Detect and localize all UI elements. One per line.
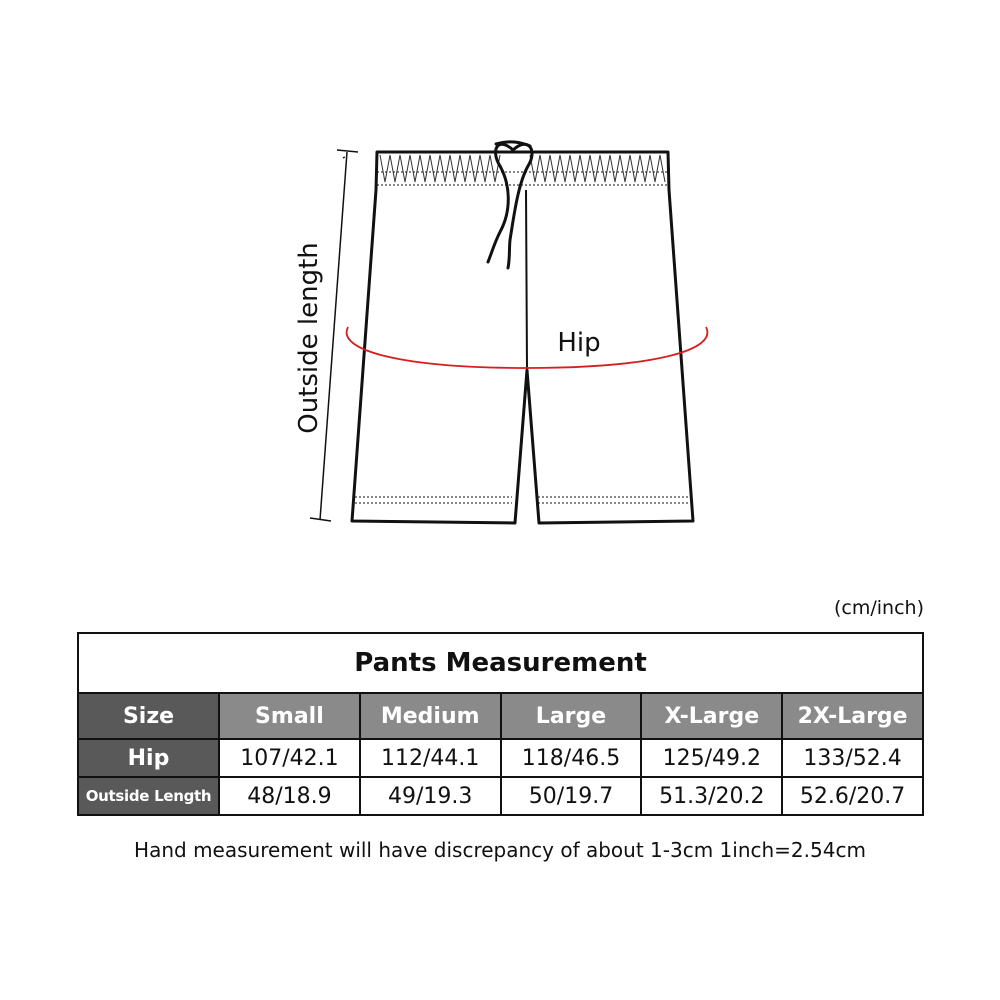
- table-cell: 133/52.4: [782, 739, 923, 777]
- size-header: Size: [78, 693, 219, 739]
- table-cell: 50/19.7: [501, 777, 642, 815]
- size-column-header: X-Large: [641, 693, 782, 739]
- size-chart-table: [77, 632, 924, 816]
- table-cell: 112/44.1: [360, 739, 501, 777]
- table-title: Pants Measurement: [78, 633, 923, 693]
- hip-label: Hip: [557, 328, 601, 358]
- size-column-header: 2X-Large: [782, 693, 923, 739]
- outside-length-label: Outside length: [294, 242, 324, 434]
- size-header-row: [78, 693, 923, 739]
- shorts-outline: [352, 152, 693, 523]
- row-label-hip: Hip: [78, 739, 219, 777]
- footnote: Hand measurement will have discrepancy of about 1-3cm 1inch=2.54cm: [134, 838, 866, 862]
- table-cell: 107/42.1: [219, 739, 360, 777]
- table-cell: 48/18.9: [219, 777, 360, 815]
- size-column-header: Large: [501, 693, 642, 739]
- unit-note: (cm/inch): [834, 597, 924, 619]
- size-column-header: Medium: [360, 693, 501, 739]
- table-cell: 51.3/20.2: [641, 777, 782, 815]
- table-row: [78, 777, 923, 815]
- table-row: [78, 739, 923, 777]
- row-label-outside-length: Outside Length: [78, 777, 219, 815]
- size-column-header: Small: [219, 693, 360, 739]
- center-seam: [526, 190, 527, 370]
- table-cell: 52.6/20.7: [782, 777, 923, 815]
- table-cell: 49/19.3: [360, 777, 501, 815]
- table-cell: 118/46.5: [501, 739, 642, 777]
- table-cell: 125/49.2: [641, 739, 782, 777]
